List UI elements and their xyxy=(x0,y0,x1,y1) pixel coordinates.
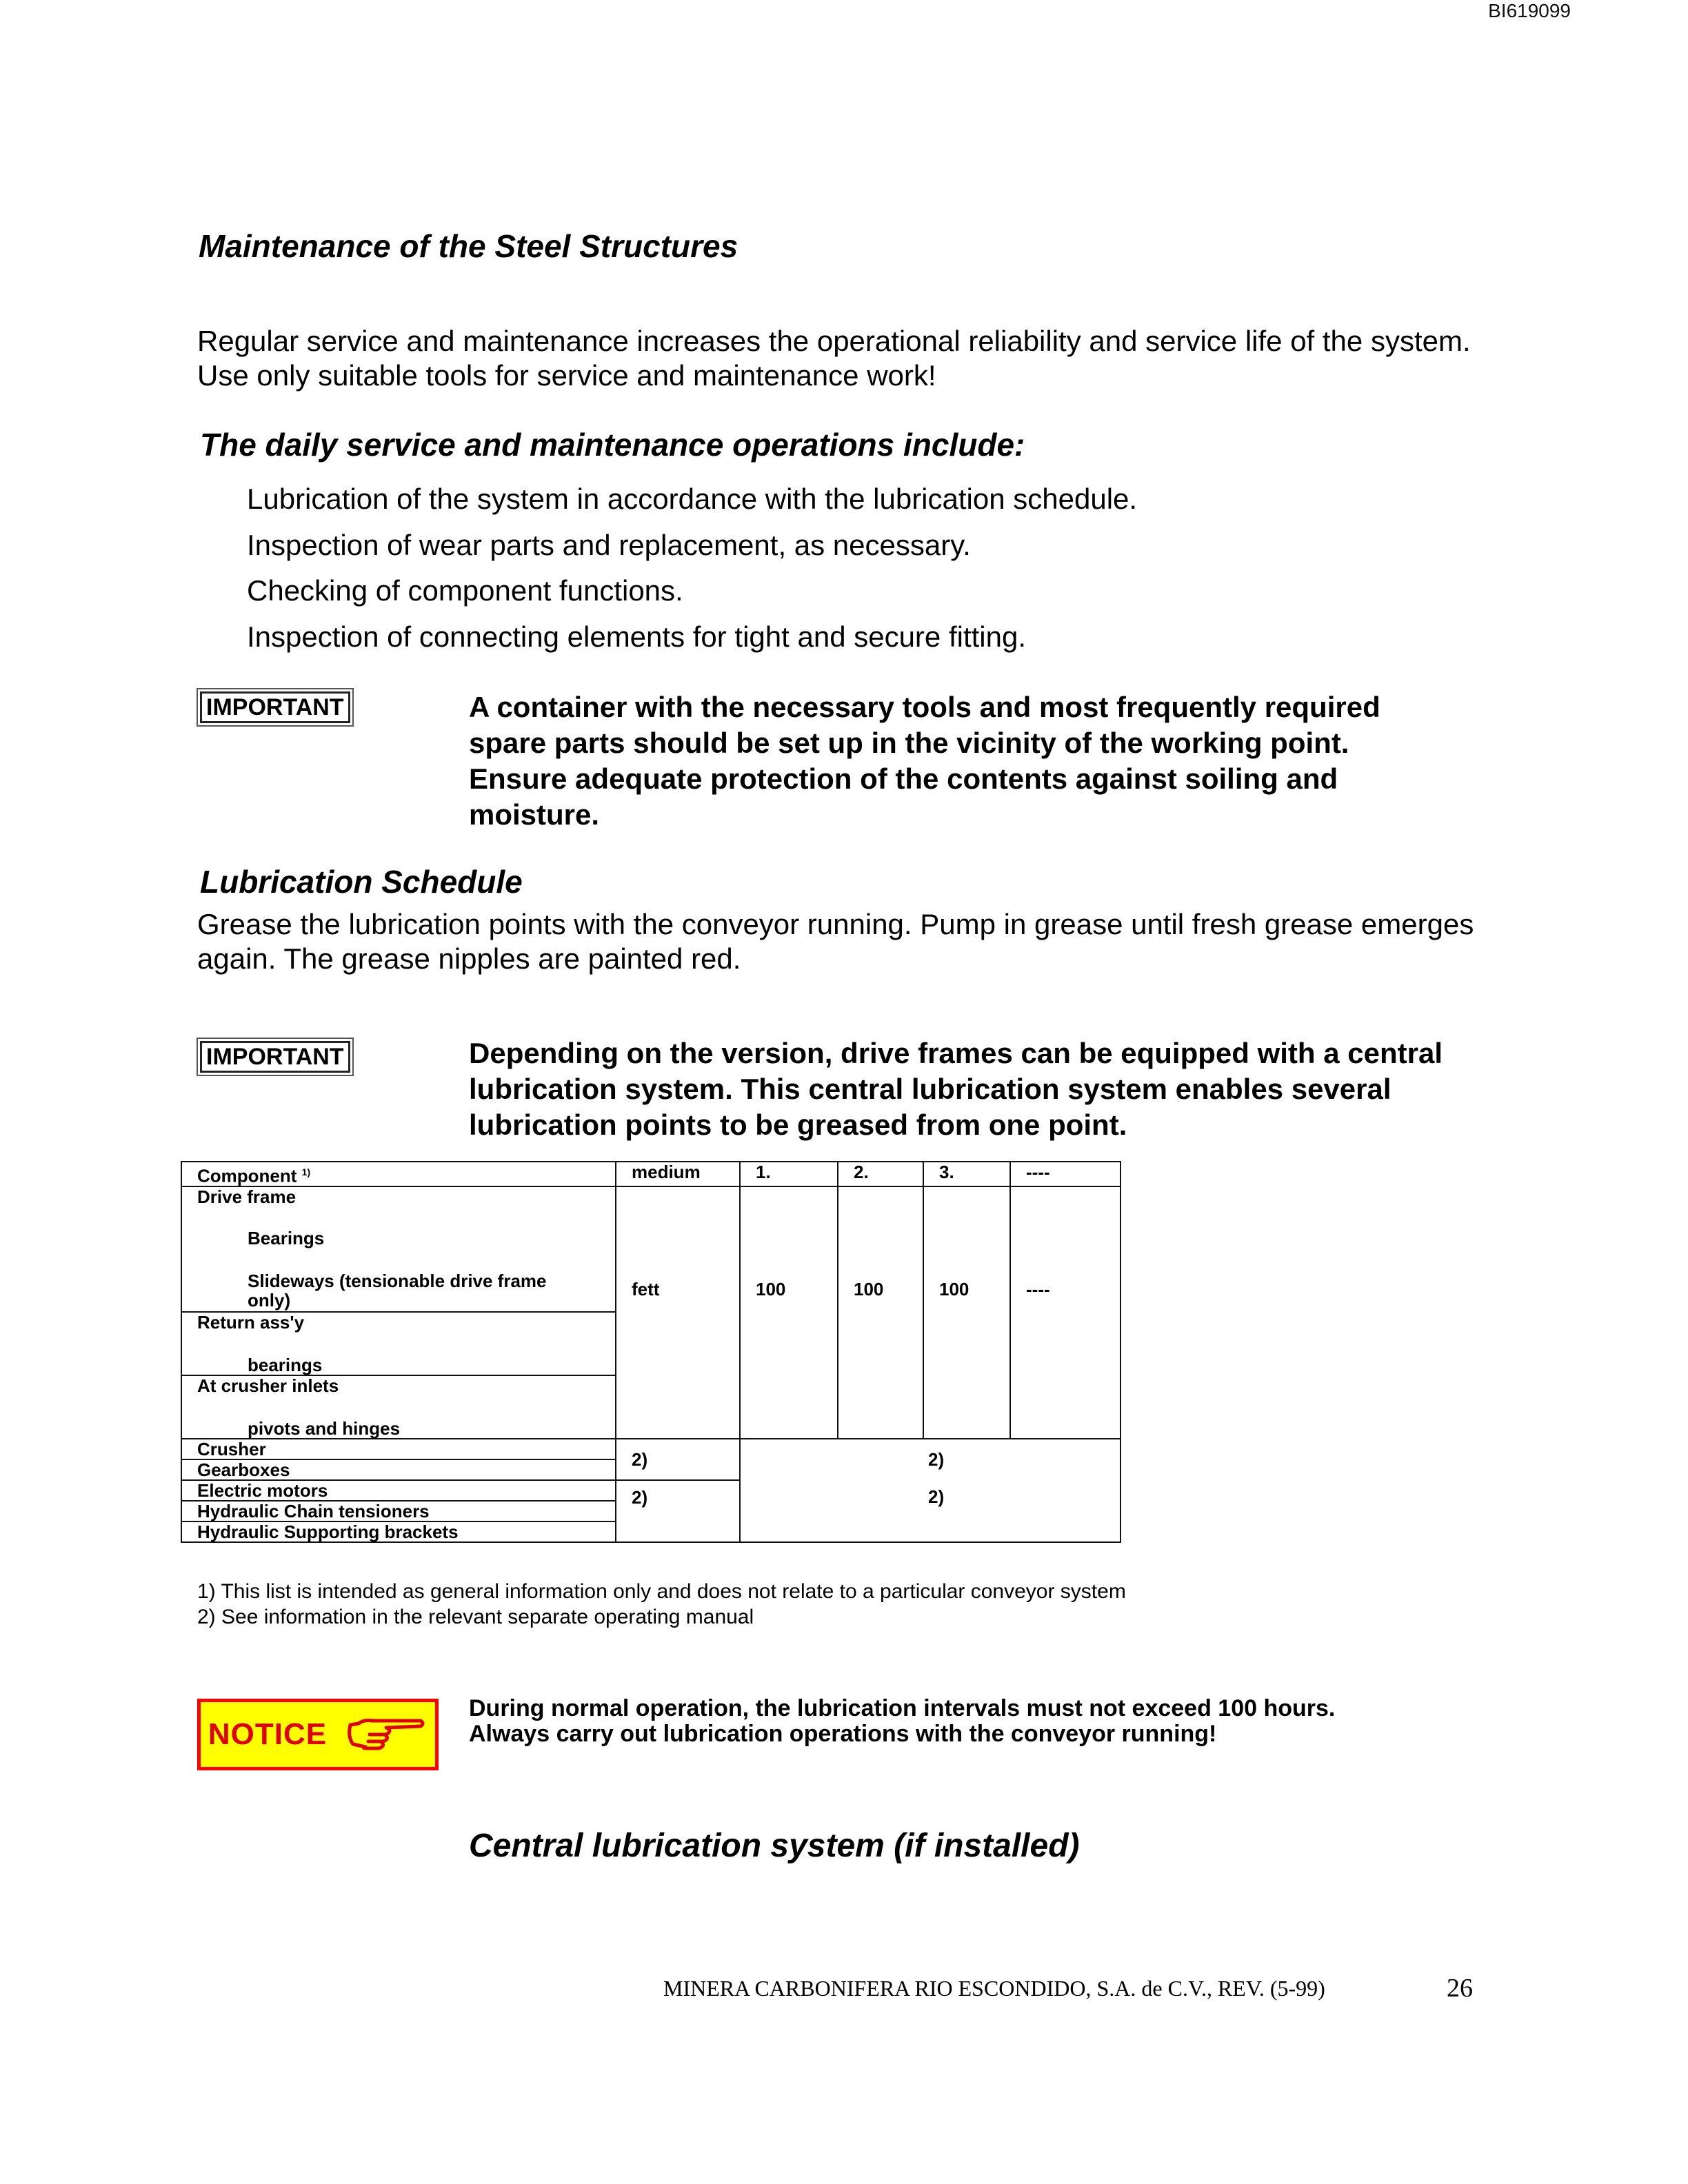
interval-4-header: ---- xyxy=(1010,1162,1121,1186)
list-item: Inspection of connecting elements for tight and secure fitting. xyxy=(247,620,1027,653)
note-medium-b: 2) xyxy=(616,1480,740,1542)
crusher-inlets-cell xyxy=(181,1375,616,1439)
footnotes xyxy=(197,1579,1126,1630)
intro-paragraph: Regular service and maintenance increases the operational reliability and service life of the system. Use only suitable tools for service and maintenance work! xyxy=(197,325,1471,392)
list-item: Inspection of wear parts and replacement, as necessary. xyxy=(247,528,971,561)
section-title: Maintenance of the Steel Structures xyxy=(199,228,738,264)
note-value-a: 2) xyxy=(740,1439,1121,1480)
slideways-label: Slideways (tensionable drive frame only) xyxy=(248,1270,547,1311)
page-number: 26 xyxy=(1447,1974,1473,2003)
interval-2-header: 2. xyxy=(838,1162,923,1186)
document-id: BI619099 xyxy=(1488,0,1571,21)
medium-cell: fett xyxy=(616,1186,740,1439)
electric-motors-label: Electric motors xyxy=(181,1480,616,1501)
gearboxes-label: Gearboxes xyxy=(181,1459,616,1480)
daily-operations-heading: The daily service and maintenance operations include: xyxy=(200,427,1025,463)
lubrication-paragraph: Grease the lubrication points with the conveyor running. Pump in grease until fresh grease emerges again. The grease nipples are painted red. xyxy=(197,908,1474,975)
notice-badge xyxy=(197,1699,439,1770)
lubrication-schedule-heading: Lubrication Schedule xyxy=(200,864,523,900)
interval-3-header: 3. xyxy=(923,1162,1010,1186)
notice-label: NOTICE xyxy=(208,1717,328,1751)
bearings-label: Bearings xyxy=(248,1227,325,1248)
crusher-label: Crusher xyxy=(181,1439,616,1459)
important-note-tools: A container with the necessary tools and most frequently required spare parts should be set up in the vicinity of the working point. Ensure adequate protection of the contents against soiling and moisture. xyxy=(469,691,1380,831)
footer-text: MINERA CARBONIFERA RIO ESCONDIDO, S.A. de C.V., REV. (5-99) xyxy=(663,1976,1325,2001)
central-lubrication-heading: Central lubrication system (if installed) xyxy=(469,1828,1080,1864)
component-header: Component $^{1)}$ xyxy=(181,1162,616,1186)
daily-operations-list xyxy=(247,483,1137,666)
interval-1-cell: 100 xyxy=(740,1186,838,1439)
pivots-label: pivots and hinges xyxy=(248,1417,401,1439)
note-value-b: 2) xyxy=(740,1480,1121,1542)
important-badge: IMPORTANT xyxy=(200,691,350,723)
table-row xyxy=(181,1480,1121,1501)
notice-line: During normal operation, the lubrication intervals must not exceed 100 hours. xyxy=(469,1695,1336,1721)
hydraulic-supporting-label: Hydraulic Supporting brackets xyxy=(181,1521,616,1542)
pointing-hand-icon xyxy=(345,1712,428,1757)
important-note-central-lubrication: Depending on the version, drive frames can be equipped with a central lubrication system. This central lubrication system enables several lubrication points to be greased from one point. xyxy=(469,1037,1443,1141)
drive-frame-label: Drive frame xyxy=(197,1186,297,1207)
list-item: Checking of component functions. xyxy=(247,574,683,607)
crusher-inlets-label: At crusher inlets xyxy=(197,1375,339,1396)
table-header-row xyxy=(181,1162,1121,1186)
interval-4-cell: ---- xyxy=(1010,1186,1121,1439)
footnote: 1) This list is intended as general information only and does not relate to a particular conveyor system xyxy=(197,1580,1126,1603)
notice-text xyxy=(469,1696,1469,1747)
medium-header: medium xyxy=(616,1162,740,1186)
return-bearings-label: bearings xyxy=(248,1354,323,1375)
return-assy-label: Return ass'y xyxy=(197,1311,305,1333)
lubrication-table xyxy=(181,1161,1121,1543)
important-badge: IMPORTANT xyxy=(200,1041,350,1073)
interval-1-header: 1. xyxy=(740,1162,838,1186)
notice-line: Always carry out lubrication operations with the conveyor running! xyxy=(469,1721,1217,1747)
return-assy-cell xyxy=(181,1312,616,1375)
drive-frame-cell xyxy=(181,1186,616,1312)
hydraulic-chain-label: Hydraulic Chain tensioners xyxy=(181,1501,616,1521)
interval-2-cell: 100 xyxy=(838,1186,923,1439)
table-row xyxy=(181,1439,1121,1459)
footnote: 2) See information in the relevant separate operating manual xyxy=(197,1606,754,1628)
note-medium-a: 2) xyxy=(616,1439,740,1480)
list-item: Lubrication of the system in accordance with the lubrication schedule. xyxy=(247,483,1138,515)
interval-3-cell: 100 xyxy=(923,1186,1010,1439)
table-row xyxy=(181,1186,1121,1312)
